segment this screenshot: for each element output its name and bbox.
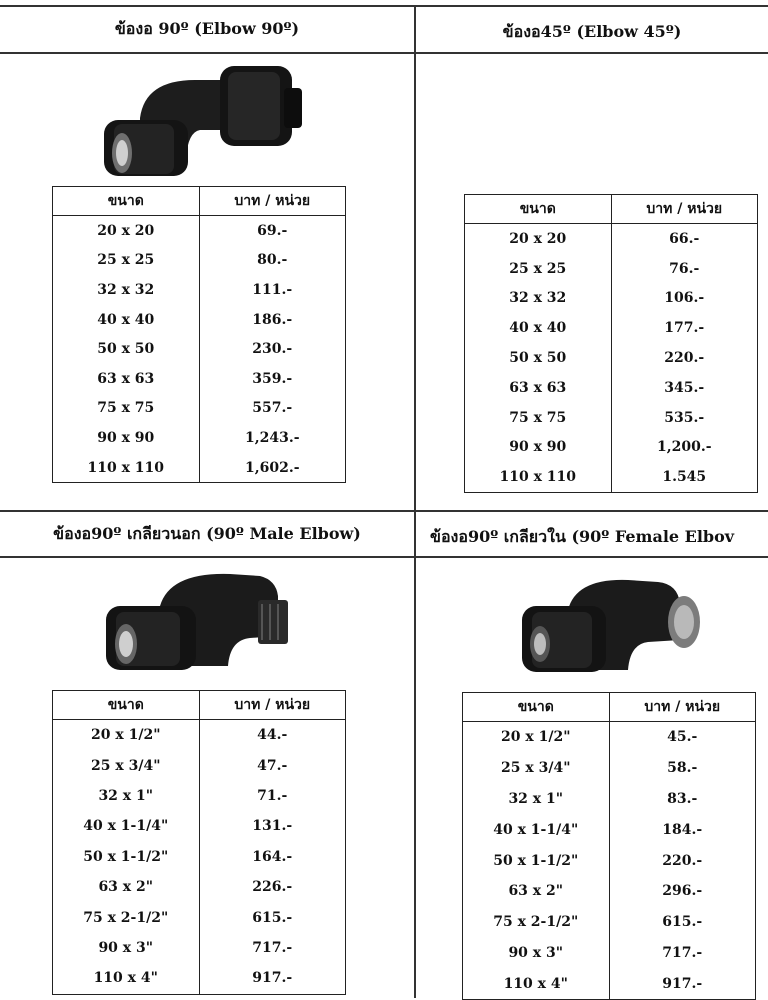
price-header: บาท / หน่วย <box>644 699 721 715</box>
section-title-elbow-90: ข้องอ 90º (Elbow 90º) <box>114 18 300 38</box>
price-cell: 47.- <box>257 757 288 774</box>
table-row <box>463 907 755 938</box>
price-cell: 69.- <box>257 222 288 239</box>
price-cell: 220.- <box>662 852 703 869</box>
table-header <box>463 693 755 722</box>
price-header: บาท / หน่วย <box>234 697 311 713</box>
size-cell: 25 x 3/4" <box>463 753 610 784</box>
price-cell: 1,243.- <box>244 429 300 446</box>
size-cell: 75 x 2-1/2" <box>53 902 200 932</box>
table-header <box>53 691 345 720</box>
price-table-elbow-45 <box>464 194 758 493</box>
section-title-elbow-45: ข้องอ45º (Elbow 45º) <box>502 21 682 41</box>
table-row <box>53 334 345 364</box>
table-row <box>53 275 345 305</box>
column-divider <box>414 5 416 998</box>
price-cell: 45.- <box>667 729 698 746</box>
table-row <box>53 750 345 780</box>
price-cell: 557.- <box>252 400 293 417</box>
table-row <box>53 394 345 424</box>
table-row <box>53 246 345 276</box>
price-table-elbow-90 <box>52 186 346 483</box>
size-cell: 63 x 63 <box>53 364 200 394</box>
table-row <box>465 313 757 343</box>
price-cell: 230.- <box>252 341 293 358</box>
price-table-female-elbow <box>462 692 756 1000</box>
size-cell: 110 x 110 <box>465 462 612 492</box>
size-cell: 40 x 1-1/4" <box>463 814 610 845</box>
size-cell: 90 x 3" <box>53 933 200 963</box>
table-row <box>465 284 757 314</box>
table-row <box>463 814 755 845</box>
price-cell: 615.- <box>662 914 703 931</box>
size-cell: 32 x 1" <box>53 781 200 811</box>
table-row <box>53 902 345 932</box>
table-row <box>465 254 757 284</box>
price-cell: 917.- <box>662 975 703 992</box>
price-cell: 717.- <box>662 944 703 961</box>
price-cell: 345.- <box>664 379 705 396</box>
price-cell: 76.- <box>669 260 700 277</box>
table-row <box>463 876 755 907</box>
price-cell: 83.- <box>667 790 698 807</box>
table-row <box>465 224 757 254</box>
table-row <box>465 343 757 373</box>
size-cell: 20 x 20 <box>465 224 612 254</box>
price-cell: 226.- <box>252 879 293 896</box>
table-row <box>465 462 757 492</box>
table-row <box>463 753 755 784</box>
size-cell: 25 x 25 <box>53 246 200 276</box>
table-row <box>53 423 345 453</box>
table-row <box>53 811 345 841</box>
size-cell: 75 x 75 <box>53 394 200 424</box>
size-cell: 110 x 110 <box>53 453 200 483</box>
table-row <box>463 722 755 753</box>
table-body <box>463 722 755 999</box>
size-cell: 75 x 75 <box>465 403 612 433</box>
price-table-male-elbow <box>52 690 346 995</box>
size-cell: 110 x 4" <box>463 968 610 999</box>
table-row <box>465 433 757 463</box>
price-cell: 164.- <box>252 848 293 865</box>
price-cell: 186.- <box>252 311 293 328</box>
size-cell: 50 x 1-1/2" <box>53 842 200 872</box>
size-cell: 40 x 40 <box>53 305 200 335</box>
price-cell: 184.- <box>662 821 703 838</box>
size-cell: 63 x 2" <box>463 876 610 907</box>
table-row <box>53 963 345 993</box>
table-header <box>53 187 345 216</box>
size-cell: 63 x 2" <box>53 872 200 902</box>
price-cell: 131.- <box>252 818 293 835</box>
table-row <box>53 933 345 963</box>
price-cell: 58.- <box>667 760 698 777</box>
size-cell: 50 x 50 <box>53 334 200 364</box>
section-title-male-elbow: ข้องอ90º เกลียวนอก (90º Male Elbow) <box>53 523 361 543</box>
size-cell: 32 x 32 <box>53 275 200 305</box>
table-row <box>53 842 345 872</box>
table-row <box>53 305 345 335</box>
size-cell: 20 x 1/2" <box>463 722 610 753</box>
price-cell: 111.- <box>252 281 293 298</box>
size-cell: 40 x 40 <box>465 313 612 343</box>
price-cell: 917.- <box>252 970 293 987</box>
size-cell: 90 x 3" <box>463 938 610 969</box>
elbow-90-photo <box>100 58 310 180</box>
size-cell: 50 x 50 <box>465 343 612 373</box>
table-row <box>53 781 345 811</box>
table-row <box>53 720 345 750</box>
price-cell: 220.- <box>664 350 705 367</box>
table-row <box>465 403 757 433</box>
size-cell: 50 x 1-1/2" <box>463 845 610 876</box>
price-cell: 80.- <box>257 252 288 269</box>
table-row <box>53 364 345 394</box>
table-row <box>53 872 345 902</box>
table-row <box>463 784 755 815</box>
size-header: ขนาด <box>463 693 610 721</box>
size-cell: 63 x 63 <box>465 373 612 403</box>
table-row <box>463 938 755 969</box>
price-cell: 71.- <box>257 787 288 804</box>
table-body <box>53 216 345 482</box>
table-body <box>465 224 757 492</box>
price-cell: 296.- <box>662 883 703 900</box>
size-cell: 75 x 2-1/2" <box>463 907 610 938</box>
size-cell: 90 x 90 <box>53 423 200 453</box>
price-cell: 717.- <box>252 939 293 956</box>
size-cell: 32 x 32 <box>465 284 612 314</box>
table-body <box>53 720 345 994</box>
price-cell: 535.- <box>664 409 705 426</box>
size-cell: 25 x 25 <box>465 254 612 284</box>
price-cell: 359.- <box>252 370 293 387</box>
price-header: บาท / หน่วย <box>646 201 723 217</box>
price-cell: 66.- <box>669 230 700 247</box>
size-header: ขนาด <box>465 195 612 223</box>
male-elbow-photo <box>100 566 300 676</box>
price-header: บาท / หน่วย <box>234 193 311 209</box>
female-elbow-photo <box>518 570 718 680</box>
table-row <box>53 453 345 483</box>
size-cell: 90 x 90 <box>465 433 612 463</box>
price-cell: 1.545 <box>662 469 707 486</box>
size-cell: 32 x 1" <box>463 784 610 815</box>
table-row <box>463 845 755 876</box>
price-cell: 615.- <box>252 909 293 926</box>
table-row <box>53 216 345 246</box>
price-cell: 106.- <box>664 290 705 307</box>
size-cell: 20 x 20 <box>53 216 200 246</box>
size-cell: 110 x 4" <box>53 963 200 993</box>
size-cell: 20 x 1/2" <box>53 720 200 750</box>
size-cell: 25 x 3/4" <box>53 750 200 780</box>
price-cell: 1,602.- <box>244 459 300 476</box>
table-header <box>465 195 757 224</box>
size-header: ขนาด <box>53 187 200 215</box>
size-header: ขนาด <box>53 691 200 719</box>
size-cell: 40 x 1-1/4" <box>53 811 200 841</box>
section-title-female-elbow: ข้องอ90º เกลียวใน (90º Female Elbov <box>430 526 735 546</box>
table-row <box>463 968 755 999</box>
table-row <box>465 373 757 403</box>
price-cell: 44.- <box>257 727 288 744</box>
price-cell: 1,200.- <box>656 439 712 456</box>
price-cell: 177.- <box>664 320 705 337</box>
